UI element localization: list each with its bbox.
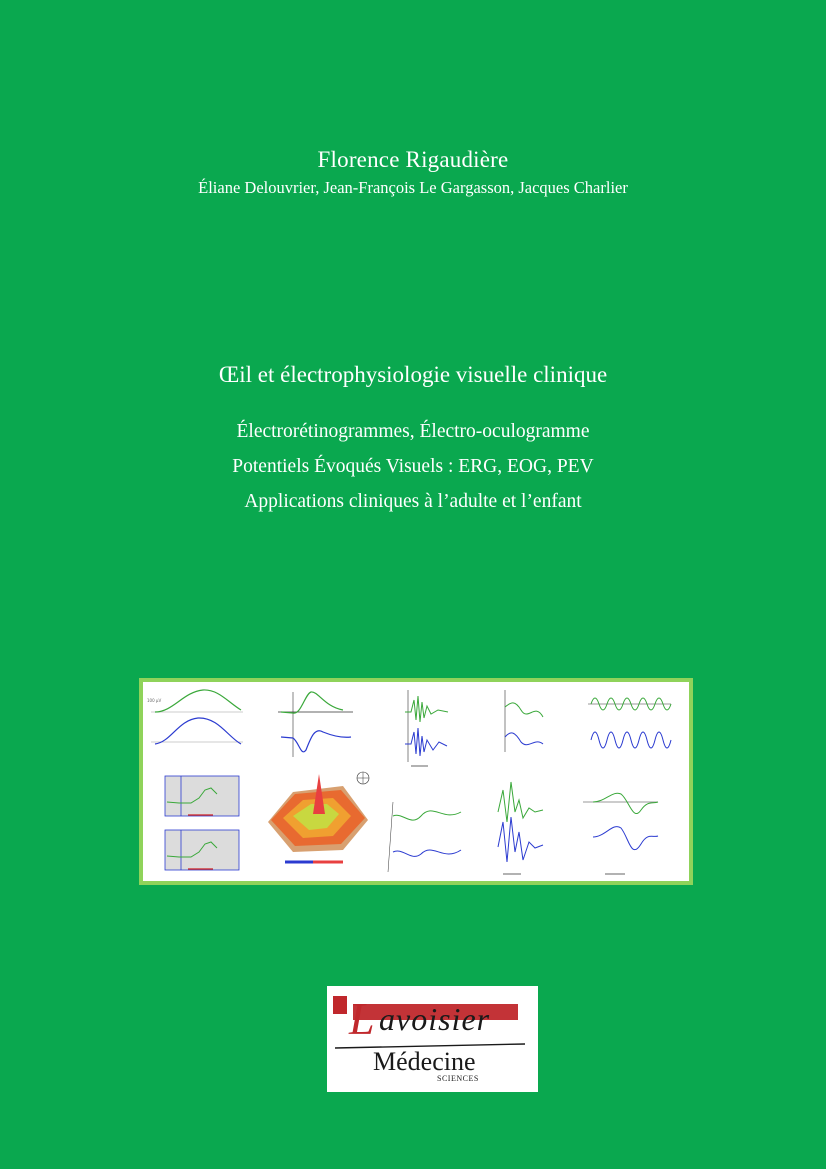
erg-trace-plot-1 (147, 690, 243, 744)
erg-trace-plot-5 (588, 698, 671, 748)
eog-plot (165, 776, 239, 870)
main-author: Florence Rigaudière (317, 147, 509, 172)
pev-trace-plot-1 (388, 802, 461, 872)
lavoisier-logo-image (327, 986, 538, 1092)
erg-trace-plot-2 (278, 692, 353, 757)
logo-initial: L (349, 993, 375, 1044)
pev-trace-plot-3 (583, 793, 658, 874)
publisher-logo (327, 986, 538, 1092)
pev-trace-plot-2 (498, 782, 543, 874)
mferg-3d-plot (268, 772, 369, 862)
coauthors: Éliane Delouvrier, Jean-François Le Gargasson, Jacques Charlier (198, 178, 628, 197)
svg-text:SCIENCES: SCIENCES (437, 1074, 479, 1083)
electrophysiology-figure-panel (139, 678, 693, 885)
svg-text:avoisier: avoisier (379, 1001, 491, 1037)
subtitle-line-3: Applications cliniques à l’adulte et l’enfant (244, 491, 582, 512)
trace-collage-image (143, 682, 689, 881)
svg-text:Médecine: Médecine (373, 1047, 476, 1076)
erg-trace-plot-4 (505, 690, 543, 752)
erg-trace-plot-3 (405, 690, 448, 766)
subtitle-line-2: Potentiels Évoqués Visuels : ERG, EOG, PEV (232, 456, 594, 477)
svg-text:100 µV: 100 µV (147, 698, 162, 703)
subtitle-line-1: Électrorétinogrammes, Électro-oculogramme (236, 421, 590, 442)
book-title: Œil et électrophysiologie visuelle clinique (218, 362, 608, 387)
